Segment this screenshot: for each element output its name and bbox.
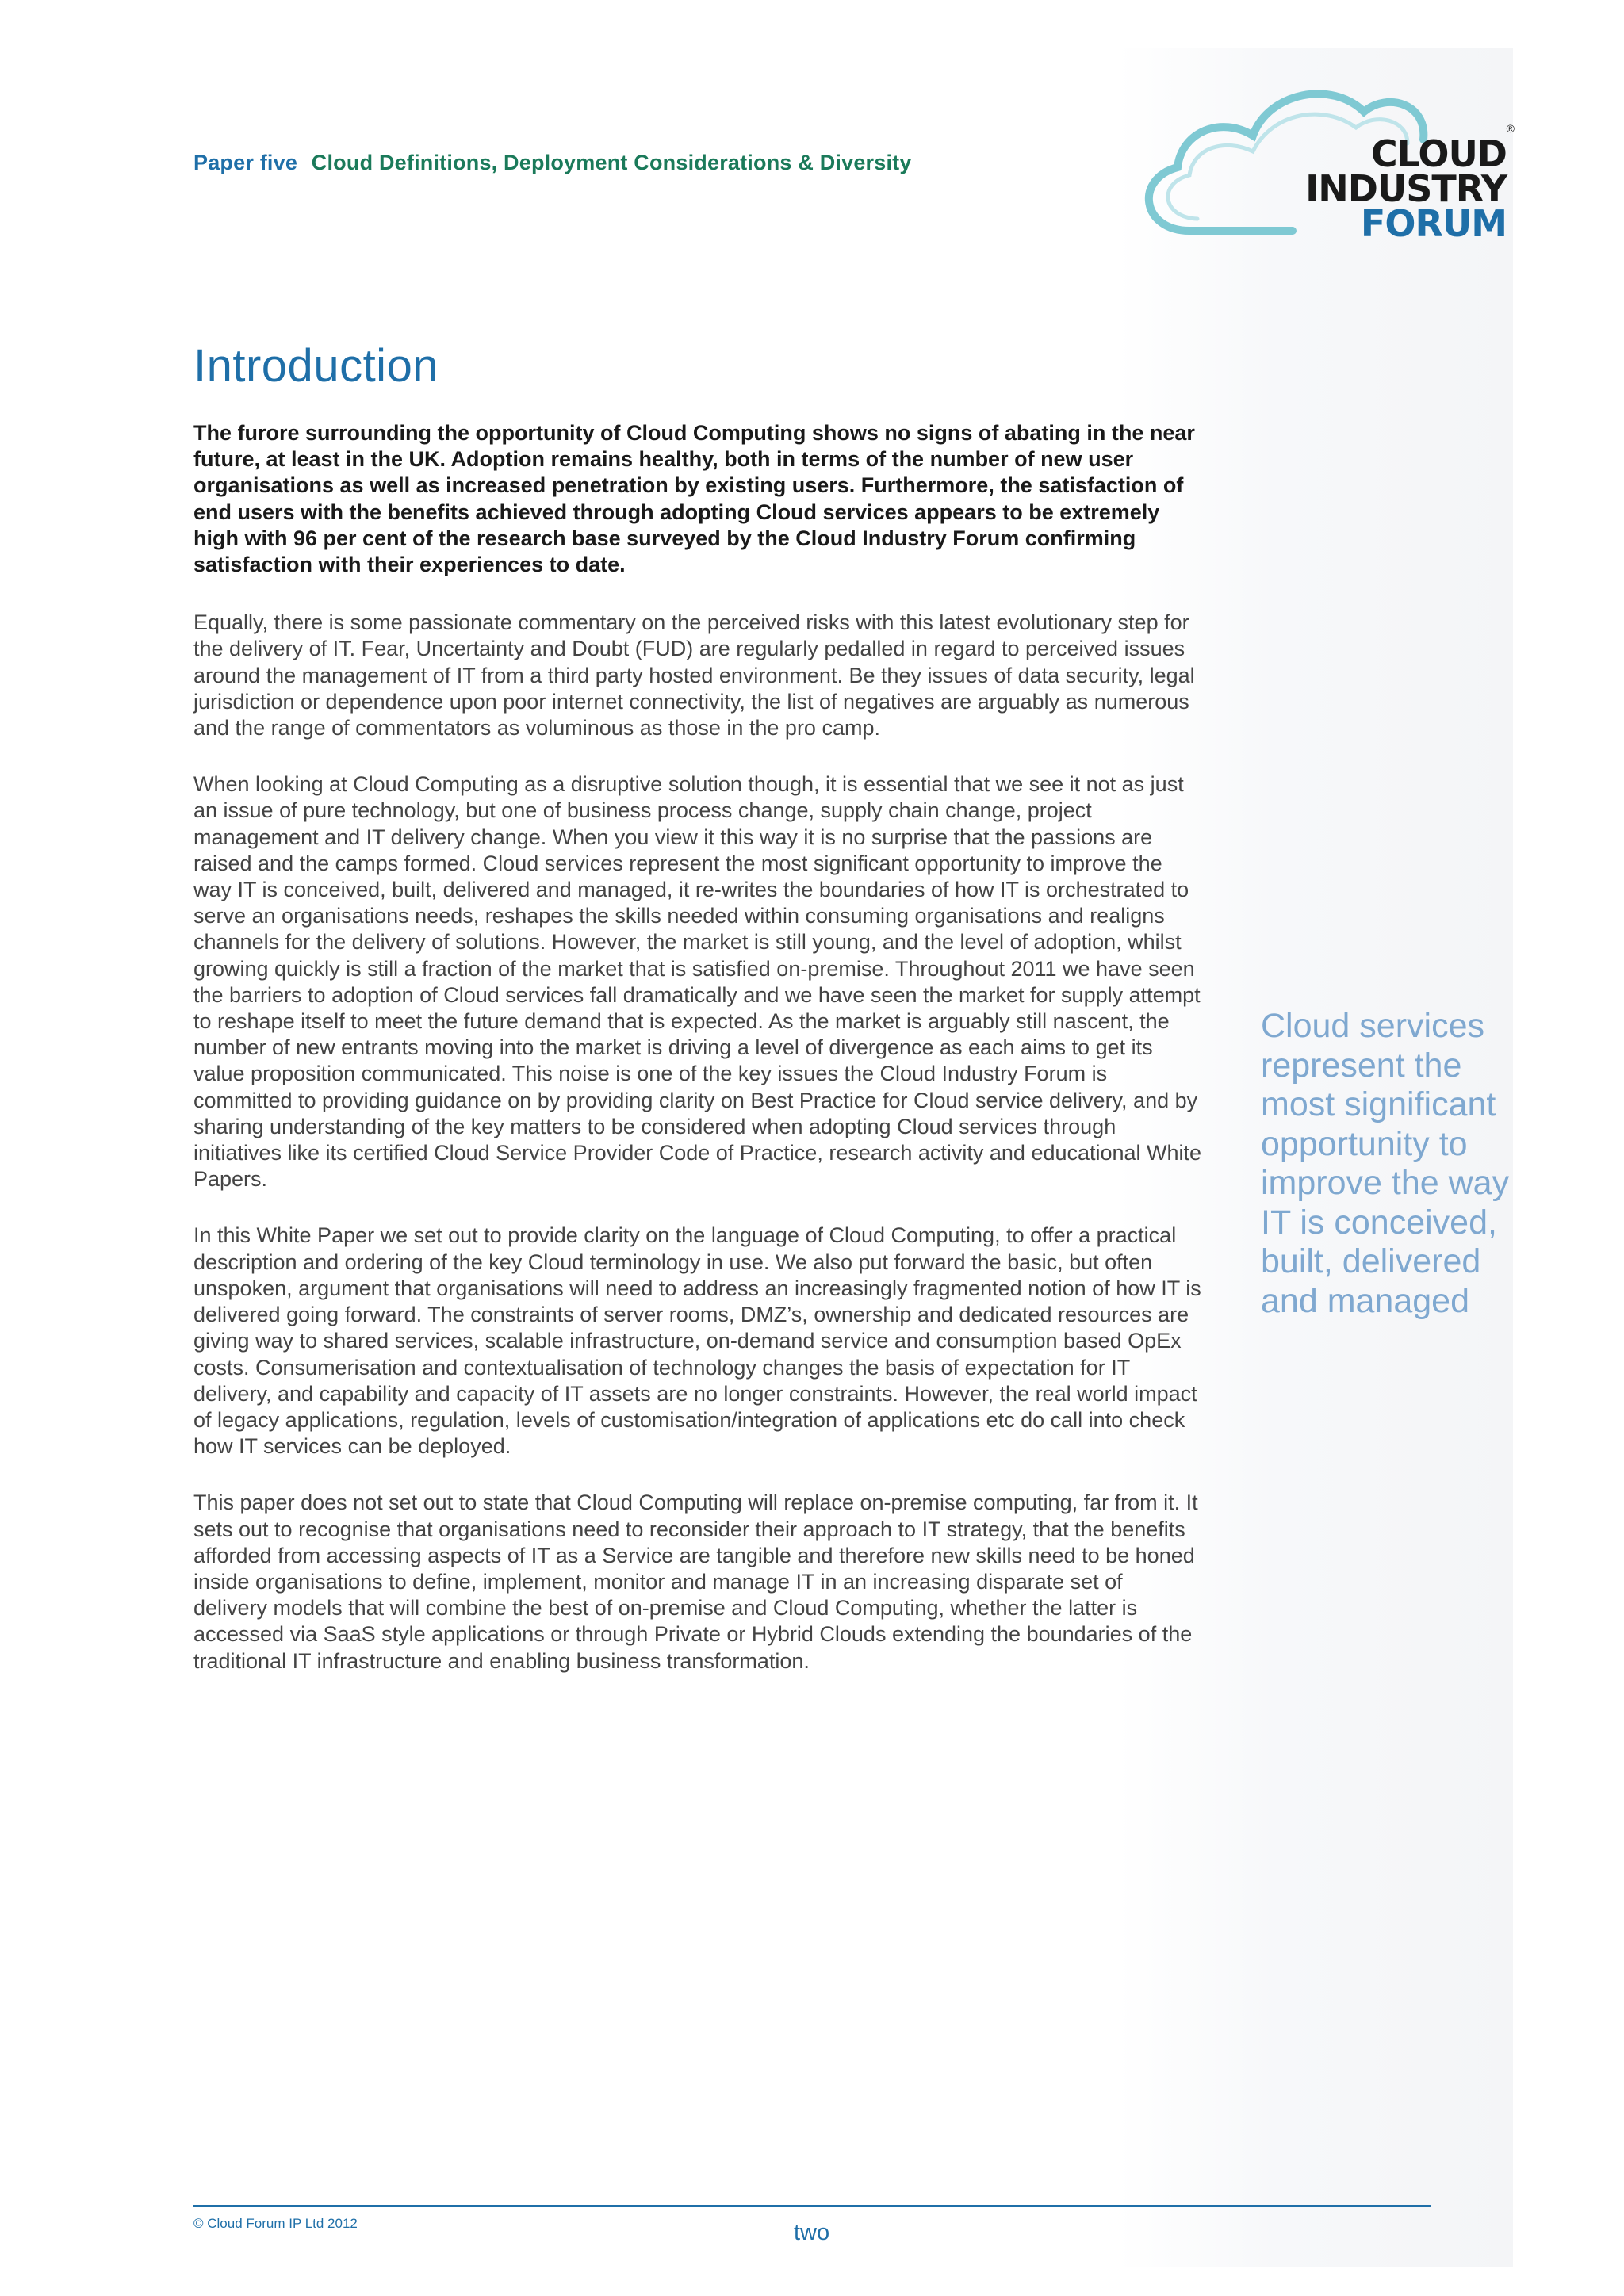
page-number: two: [794, 2220, 830, 2245]
logo-line-forum: FORUM: [1360, 202, 1507, 245]
body-paragraph: This paper does not set out to state that Cloud Computing will replace on-premise computing, far from it. It sets out to recognise that organisations need to reconsider their approach to IT strategy, that the benefits afforded from accessing aspects of IT as a Service are tangible and therefore new skills need to be honed inside organisations to define, implement, monitor and manage IT in an increasing disparate set of delivery models that will combine the best of on-premise and Cloud Computing, whether the latter is accessed via SaaS style applications or through Private or Hybrid Clouds extending the boundaries of the traditional IT infrastructure and enabling business transformation.: [193, 1490, 1198, 1673]
paper-title: Cloud Definitions, Deployment Considerations & Diversity: [311, 151, 912, 174]
copyright-notice: © Cloud Forum IP Ltd 2012: [193, 2216, 358, 2231]
body-paragraph: In this White Paper we set out to provide clarity on the language of Cloud Computing, to offer a practical description and ordering of the key Cloud terminology in use. We also put forward the basic, but often unspoken, argument that organisations will need to address an increasingly fragmented notion of how IT is delivered going forward. The constraints of server rooms, DMZ’s, ownership and dedicated resources are giving way to shared services, scalable infrastructure, on-demand service and consumption based OpEx costs. Consumerisation and contextualisation of technology changes the basis of expectation for IT delivery, and capability and capacity of IT assets are no longer constraints. However, the real world impact of legacy applications, regulation, levels of customisation/integration of applications etc do call into check how IT services can be deployed.: [193, 1223, 1201, 1459]
logo-line-industry: INDUSTRY: [1305, 167, 1507, 210]
body-paragraph: When looking at Cloud Computing as a disruptive solution though, it is essential that we see it not as just an issue of pure technology, but one of business process change, supply chain change, project management and IT delivery change. When you view it this way it is no surprise that the passions are raised and the camps formed. Cloud services represent the most significant opportunity to improve the way IT is conceived, built, delivered and managed, it re-writes the boundaries of how IT is orchestrated to serve an organisations needs, reshapes the skills needed within consuming organisations and realigns channels for the delivery of solutions. However, the market is still young, and the level of adoption, whilst growing quickly is still a fraction of the market that is satisfied on-premise. Throughout 2011 we have seen the barriers to adoption of Cloud services fall dramatically and we have seen the market for supply attempt to reshape itself to meet the future demand that is expected. As the market is arguably still nascent, the number of new entrants moving into the market is driving a level of divergence as each aims to get its value proposition communicated. This noise is one of the key issues the Cloud Industry Forum is committed to providing guidance on by providing clarity on Best Practice for Cloud service delivery, and by sharing understanding of the key matters to be considered when adopting Cloud services through initiatives like its certified Cloud Service Provider Code of Practice, research activity and educational White Papers.: [193, 772, 1202, 1192]
body-text: [193, 420, 1202, 1705]
pull-quote: Cloud services represent the most significant opportunity to improve the way IT is conceived, built, delivered and managed: [1261, 1007, 1510, 1320]
footer-divider: [193, 2205, 1431, 2207]
cloud-industry-forum-logo: [1134, 76, 1515, 251]
paper-label: Paper five: [193, 151, 298, 174]
section-title: Introduction: [193, 340, 439, 392]
lead-paragraph: The furore surrounding the opportunity of Cloud Computing shows no signs of abating in the near future, at least in the UK. Adoption remains healthy, both in terms of the number of new user organisations as well as increased penetration by existing users. Furthermore, the satisfaction of end users with the benefits achieved through adopting Cloud services appears to be extremely high with 96 per cent of the research base surveyed by the Cloud Industry Forum confirming satisfaction with their experiences to date.: [193, 421, 1195, 577]
logo-wordmark: [1305, 132, 1507, 245]
logo-line-cloud: CLOUD: [1370, 132, 1507, 175]
body-paragraph: Equally, there is some passionate commentary on the perceived risks with this latest evolutionary step for the delivery of IT. Fear, Uncertainty and Doubt (FUD) are regularly pedalled in regard to perceived issues around the management of IT from a third party hosted environment. Be they issues of data security, legal jurisdiction or dependence upon poor internet connectivity, the list of negatives are arguably as numerous and the range of commentators as voluminous as those in the pro camp.: [193, 610, 1195, 740]
registered-mark: ®: [1506, 122, 1515, 135]
document-header: [193, 151, 912, 175]
